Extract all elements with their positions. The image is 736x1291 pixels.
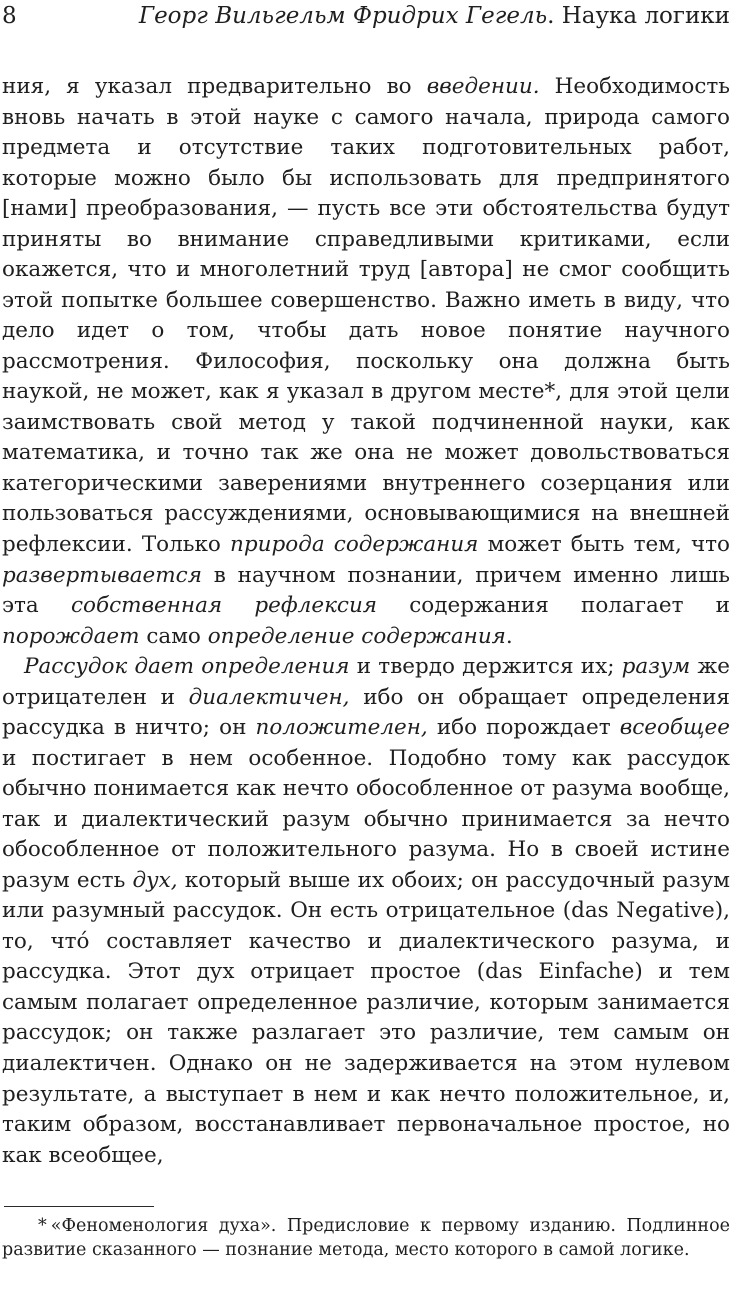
page-number: 8 xyxy=(2,3,17,29)
emphasis-text: порождает xyxy=(2,623,140,649)
text-run: ибо он обращает определения рассудка в ничто; он xyxy=(2,684,730,741)
text-run: же отрицателен и xyxy=(2,654,730,710)
header-author: Георг Вильгельм Фридрих Гегель xyxy=(138,3,548,29)
header-book-title: Наука логики xyxy=(561,3,730,29)
emphasis-text: всеобщее xyxy=(619,715,731,741)
body-text xyxy=(2,72,730,1171)
text-run: Необходимость вновь начать в этой науке с самого начала, природа самого предмета и отсутствие таких подготовительных работ, которые можно было бы использовать для предпринятого [нами] преобразования, — пусть все эти обстоятельства будут приняты во внимание справедливыми критиками, если окажется, что и многолетний труд [автора] не смог сообщить этой попытке большее совершенство. Важно иметь в виду, что дело идет о том, чтобы дать новое понятие научного рассмотрения. Философия, поскольку она должна быть наукой, не может, как я указал в другом месте*, для этой цели заимствовать свой метод у такой подчиненной науки, как математика, и точно так же она не может довольствоваться категорическими заверениями внутреннего созерцания или пользоваться рассуждениями, основывающимися на внешней рефлексии. Только xyxy=(2,74,730,557)
paragraph xyxy=(2,652,730,1171)
text-run: и постигает в нем особенное. Подобно тому как рассудок обычно понимается как нечто обособленное от разума вообще, так и диалектический разум обычно принимается за нечто обособленное от положительного разума. Но в своей истине разум есть xyxy=(2,745,730,893)
running-head xyxy=(0,0,736,34)
text-run: и твердо держится их; xyxy=(349,654,622,680)
footnote-marker: * xyxy=(38,1216,47,1236)
text-run: может быть тем, что xyxy=(478,531,730,557)
footnote xyxy=(2,1214,730,1262)
text-run: . xyxy=(505,623,513,649)
header-title xyxy=(139,2,730,30)
emphasis-text: введении. xyxy=(426,74,540,99)
header-separator: . xyxy=(547,3,562,29)
text-run: ибо порождает xyxy=(427,715,620,741)
emphasis-text: определение содержания xyxy=(207,623,506,649)
text-run: содержания полагает и xyxy=(377,593,731,619)
emphasis-text: диалектичен, xyxy=(188,684,350,710)
text-run: в научном познании, причем именно лишь эта xyxy=(2,562,730,619)
emphasis-text: разум xyxy=(621,654,691,680)
emphasis-text: Рассудок дает определения xyxy=(24,654,350,680)
emphasis-text: дух, xyxy=(132,867,178,893)
emphasis-text: развертывается xyxy=(2,562,202,588)
emphasis-text: природа содержания xyxy=(230,531,479,557)
footnote-text: «Феноменология духа». Предисловие к первому изданию. Подлинное развитие сказанного — познание метода, место которого в самой логике. xyxy=(2,1216,730,1260)
footnote-divider xyxy=(4,1206,154,1207)
emphasis-text: собственная рефлексия xyxy=(70,593,378,619)
text-run: который выше их обоих; он рассудочный разум или разумный рассудок. Он есть отрицательное (das Negative), то, чтó составляет качество и диалектического разума, и рассудка. Этот дух отрицает простое (das Einfache) и тем самым полагает определенное различие, которым занимается рассудок; он также разлагает это различие, тем самым он диалектичен. Однако он не задерживается на этом нулевом результате, а выступает в нем и как нечто положительное, и, таким образом, восстанавливает первоначальное простое, но как всеобщее, xyxy=(2,867,730,1168)
text-run: само xyxy=(139,623,208,649)
text-run: ния, я указал предварительно во xyxy=(2,74,427,99)
emphasis-text: положителен, xyxy=(255,715,428,741)
paragraph xyxy=(2,72,730,652)
